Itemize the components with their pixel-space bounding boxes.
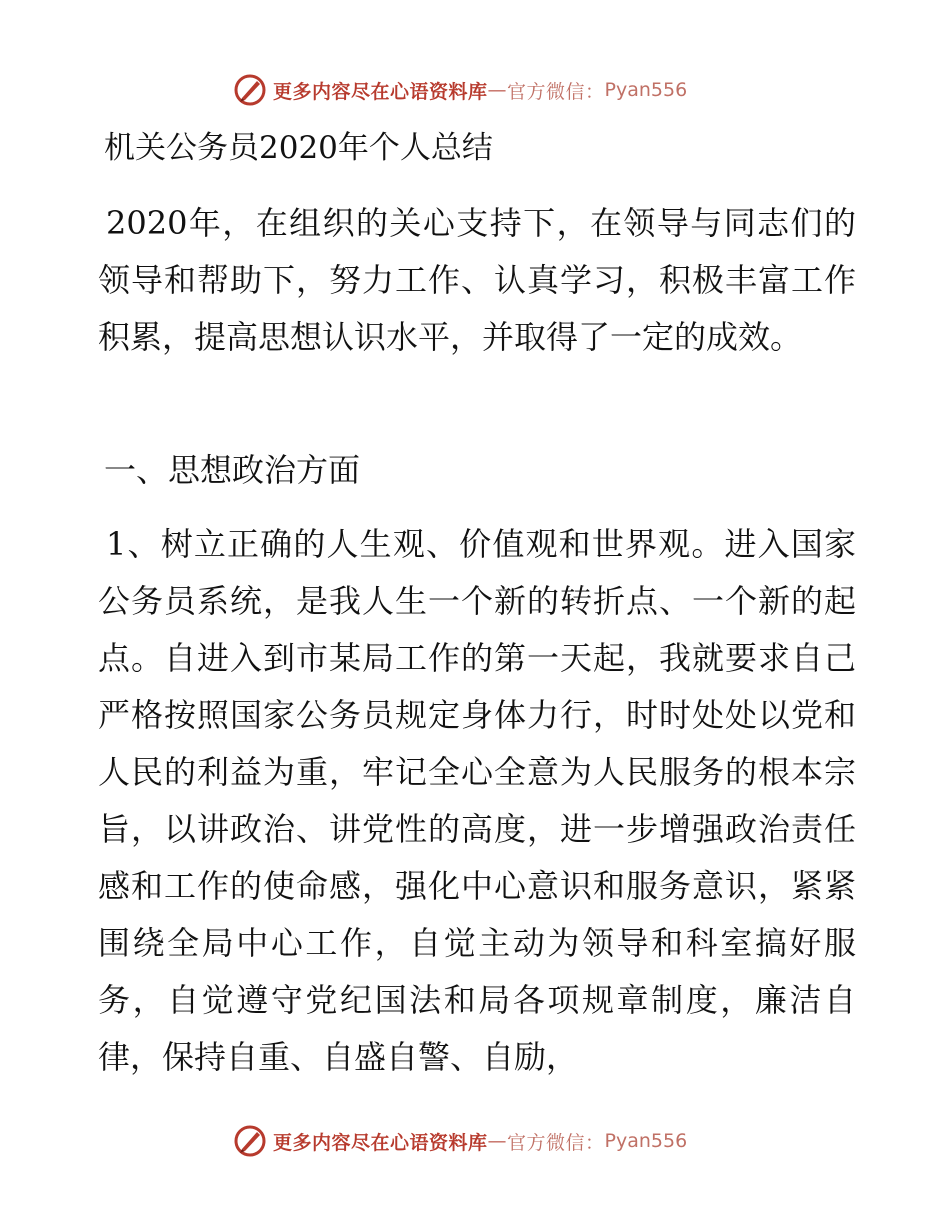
watermark-main-text: 更多内容尽在心语资料库 [273,1131,488,1154]
watermark-main-text: 更多内容尽在心语资料库 [273,80,488,103]
section-paragraph: 1、树立正确的人生观、价值观和世界观。进入国家公务员系统，是我人生一个新的转折点、一个新的起点。自进入到市某局工作的第一天起，我就要求自己严格按照国家公务员规定身体力行，时时处处以党和人民的利益为重，牢记全心全意为人民服务的根本宗旨，以讲政治、讲党性的高度，进一步增强政治责任感和工作的使命感，强化中心意识和服务意识，紧紧围绕全局中心工作，自觉主动为领导和科室搞好服务，自觉遵守党纪国法和局各项规章制度，廉洁自律，保持自重、自盛自警、自励， [98,525,856,1076]
watermark-wechat-id: Pyan556 [604,1130,688,1152]
watermark-dash: — [487,1130,508,1152]
watermark-banner-bottom [233,1121,753,1161]
watermark-label: 官方微信： [507,1131,605,1154]
quill-pen-logo-icon [233,1124,267,1158]
watermark-label: 官方微信： [507,80,605,103]
watermark-banner-top [233,70,753,110]
quill-pen-logo-icon [233,73,267,107]
document-title: 机关公务员2020年个人总结 [104,130,493,166]
section-heading: 一、思想政治方面 [104,451,361,489]
watermark-wechat-id: Pyan556 [604,79,688,101]
watermark-dash: — [487,79,508,101]
intro-paragraph: 2020年，在组织的关心支持下，在领导与同志们的领导和帮助下，努力工作、认真学习，积极丰富工作积累，提高思想认识水平，并取得了一定的成效。 [98,204,856,356]
